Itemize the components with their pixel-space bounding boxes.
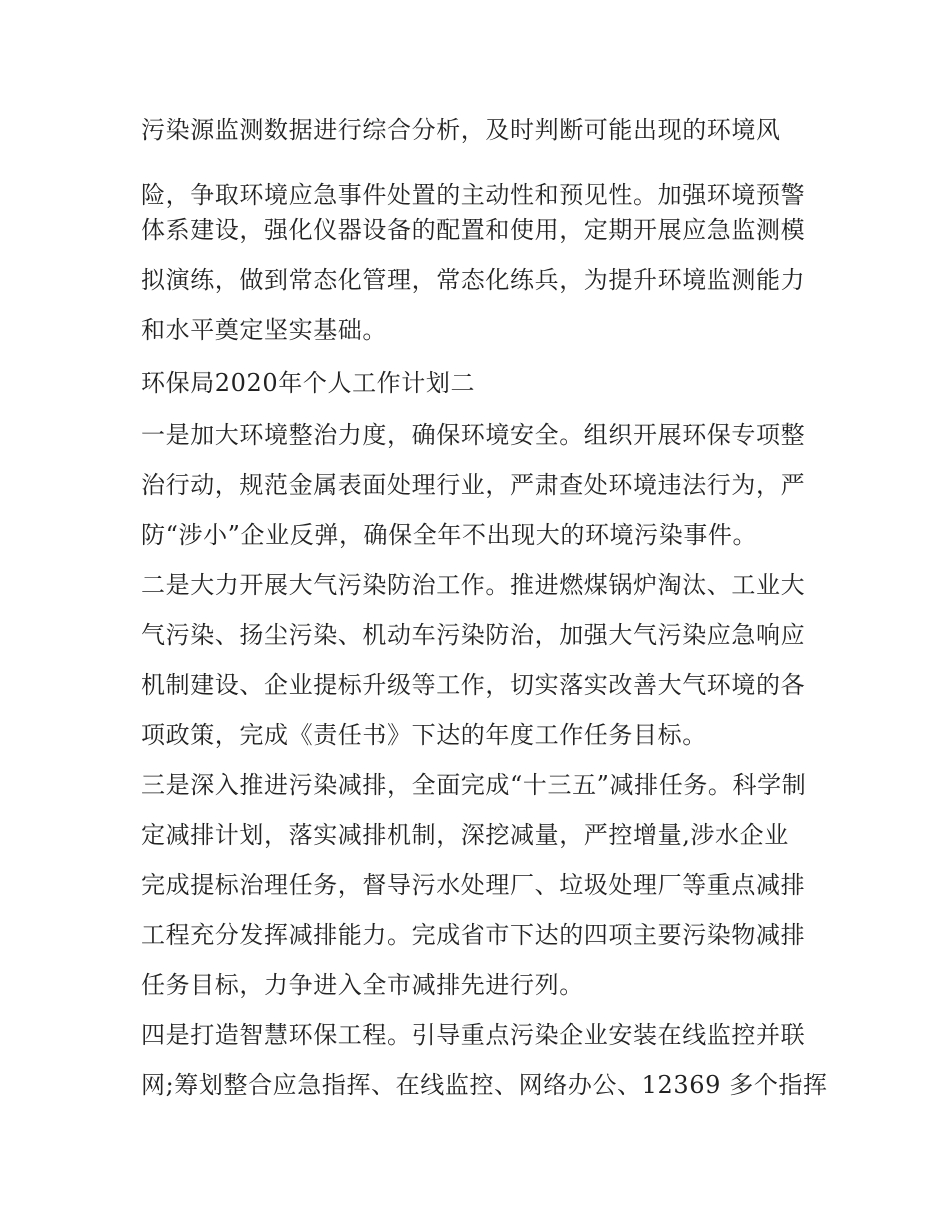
text-line: 险，争取环境应急事件处置的主动性和预见性。加强环境预警 — [141, 181, 806, 209]
text-line: 网;筹划整合应急指挥、在线监控、网络办公、12369 多个指挥 — [141, 1071, 828, 1099]
text-line: 防“涉小”企业反弹，确保全年不出现大的环境污染事件。 — [141, 521, 758, 549]
text-line: 机制建设、企业提标升级等工作，切实落实改善大气环境的各 — [141, 671, 806, 699]
text-line: 治行动，规范金属表面处理行业，严肃查处环境违法行为，严 — [141, 471, 806, 499]
text-line: 任务目标，力争进入全市减排先进行列。 — [141, 971, 584, 999]
text-line: 二是大力开展大气污染防治工作。推进燃煤锅炉淘汰、工业大 — [141, 571, 806, 599]
text-line: 四是打造智慧环保工程。引导重点污染企业安装在线监控并联 — [141, 1021, 806, 1049]
text-line: 气污染、扬尘污染、机动车污染防治，加强大气污染应急响应 — [141, 621, 806, 649]
text-line: 完成提标治理任务，督导污水处理厂、垃圾处理厂等重点减排 — [141, 871, 806, 899]
text-line: 一是加大环境整治力度，确保环境安全。组织开展环保专项整 — [141, 421, 806, 449]
text-line: 和水平奠定坚实基础。 — [141, 316, 387, 344]
text-line: 三是深入推进污染减排，全面完成“十三五”减排任务。科学制 — [141, 771, 807, 799]
text-line: 工程充分发挥减排能力。完成省市下达的四项主要污染物减排 — [141, 921, 806, 949]
text-line: 定减排计划，落实减排机制，深挖减量，严控增量,涉水企业 — [141, 821, 789, 849]
text-line: 拟演练，做到常态化管理，常态化练兵，为提升环境监测能力 — [141, 266, 806, 294]
section-heading: 环保局2020年个人工作计划二 — [141, 369, 476, 397]
text-line: 污染源监测数据进行综合分析，及时判断可能出现的环境风 — [141, 116, 781, 144]
text-line: 项政策，完成《责任书》下达的年度工作任务目标。 — [141, 721, 707, 749]
text-line: 体系建设，强化仪器设备的配置和使用，定期开展应急监测模 — [141, 216, 806, 244]
